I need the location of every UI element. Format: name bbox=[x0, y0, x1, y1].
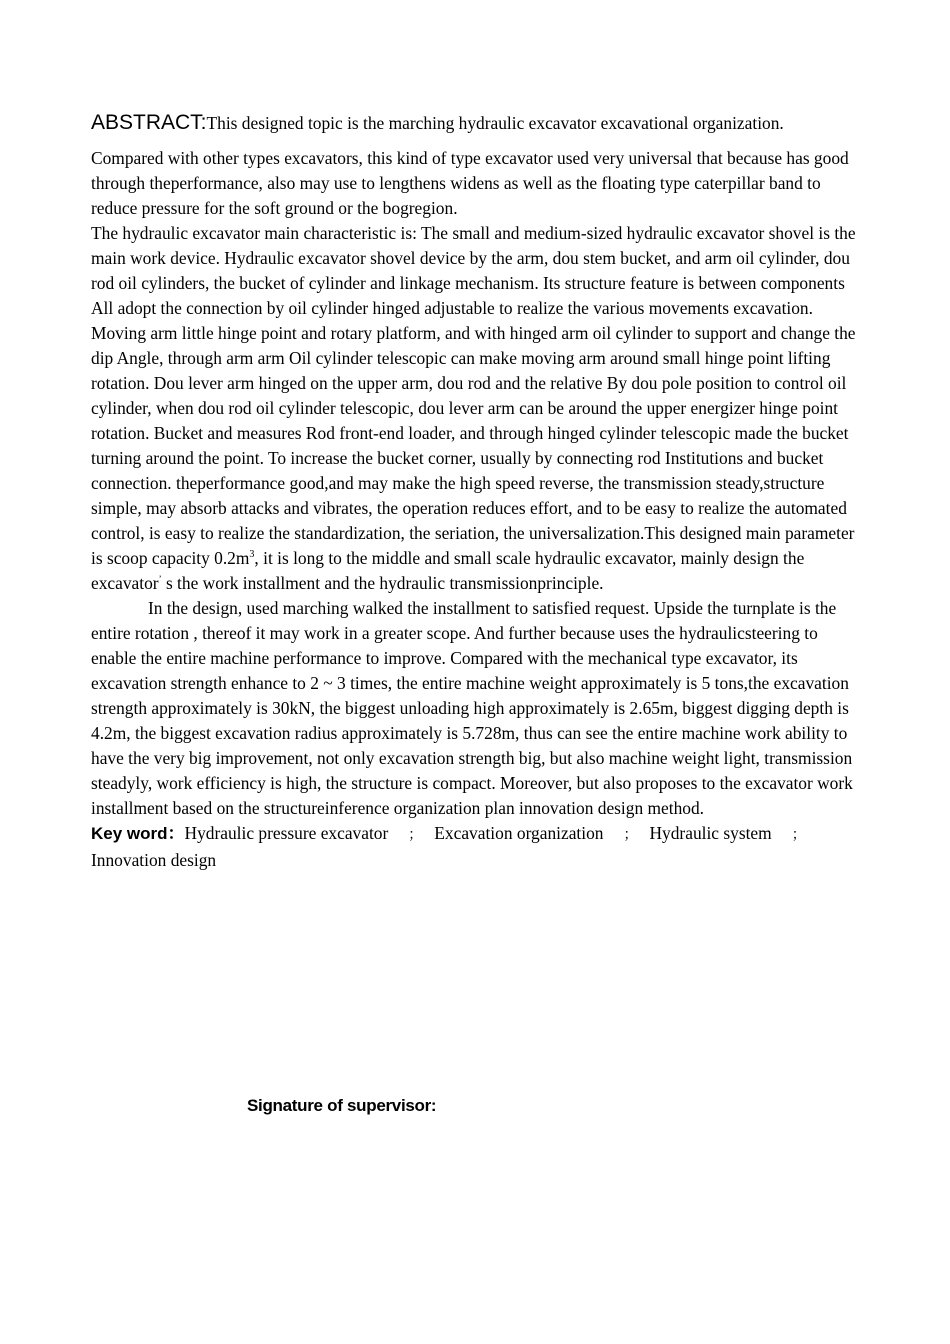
paragraph-2-part-b: , it is long to the middle and small scale hydraulic excavator, mainly design the excavator bbox=[91, 548, 805, 593]
paragraph-3: In the design, used marching walked the installment to satisfied request. Upside the turnplate is the entire rotation , thereof it may work in a greater scope. And further because uses the hydraulicsteering to enable the entire machine performance to improve. Compared with the mechanical type excavator, its excavation strength enhance to 2 ~ 3 times, the entire machine weight approximately is 5 tons,the excavation strength approximately is 30kN, the biggest unloading high approximately is 2.65m, biggest digging depth is 4.2m, the biggest excavation radius approximately is 5.728m, thus can see the entire machine work ability to have the very big improvement, not only excavation strength big, but also machine weight light, transmission steadyly, work efficiency is high, the structure is compact. Moreover, but also proposes to the excavator work installment based on the structureinference organization plan innovation design method. bbox=[91, 598, 853, 818]
paragraph-2-part-a: The hydraulic excavator main characteristic is: The small and medium-sized hydraulic excavator shovel is the main work device. Hydraulic excavator shovel device by the arm, dou stem bucket, and arm oil cylinder, dou rod oil cylinders, the bucket of cylinder and linkage mechanism. Its structure feature is between components All adopt the connection by oil cylinder hinged adjustable to realize the various movements excavation. Moving arm little hinge point and rotary platform, and with hinged arm oil cylinder to support and change the dip Angle, through arm arm Oil cylinder telescopic can make moving arm around small hinge point lifting rotation. Dou lever arm hinged on the upper arm, dou rod and the relative By dou pole position to control oil cylinder, when dou rod oil cylinder telescopic, dou lever arm can be around the upper energizer hinge point rotation. Bucket and measures Rod front-end loader, and through hinged cylinder telescopic made the bucket turning around the point. To increase the bucket corner, usually by connecting rod Institutions and bucket connection. theperformance good,and may make the high speed reverse, the transmission steady,structure simple, may absorb attacks and vibrates, the operation reduces effort, and to be easy to realize the automated control, is easy to realize the standardization, the seriation, the universalization.This designed main parameter is scoop capacity 0.2m bbox=[91, 223, 856, 568]
keywords-label: Key word： bbox=[91, 824, 185, 843]
abstract-label: ABSTRACT: bbox=[91, 111, 207, 134]
cubic-superscript: 3 bbox=[249, 549, 255, 561]
keywords-line bbox=[91, 821, 861, 873]
paragraph-2-part-c: s the work installment and the hydraulic transmissionprinciple. bbox=[161, 573, 604, 593]
keyword-item: Excavation organization bbox=[434, 823, 604, 843]
abstract-heading-line bbox=[91, 110, 861, 136]
keyword-item: Hydraulic system bbox=[649, 823, 772, 843]
abstract-first-line: This designed topic is the marching hydraulic excavator excavational organization. bbox=[206, 113, 784, 133]
apostrophe-mark: ’ bbox=[158, 574, 162, 585]
keyword-separator: ； bbox=[623, 828, 638, 843]
keyword-item: Innovation design bbox=[91, 850, 217, 870]
abstract-document bbox=[91, 110, 861, 873]
keyword-separator: ； bbox=[791, 828, 806, 843]
supervisor-signature-label: Signature of supervisor: bbox=[247, 1096, 437, 1115]
keyword-separator: ； bbox=[408, 828, 423, 843]
keyword-item: Hydraulic pressure excavator bbox=[184, 823, 389, 843]
paragraph-1: Compared with other types excavators, this kind of type excavator used very universal that because has good through theperformance, also may use to lengthens widens as well as the floating type caterpillar band to reduce pressure for the soft ground or the bogregion. bbox=[91, 148, 849, 218]
paragraph-2 bbox=[91, 221, 861, 596]
